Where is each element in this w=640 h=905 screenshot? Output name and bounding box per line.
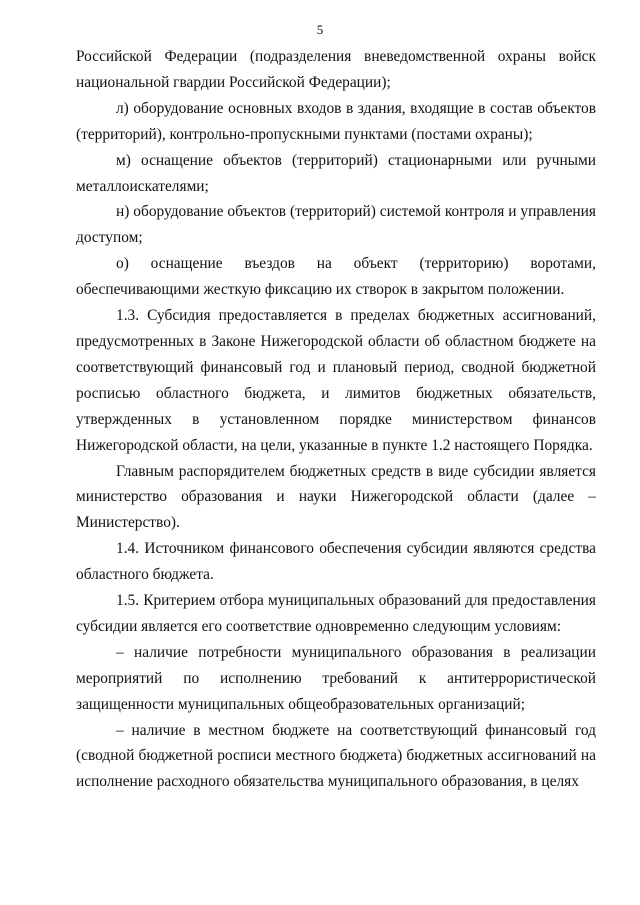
- paragraph-item-n: н) оборудование объектов (территорий) системой контроля и управления доступом;: [76, 203, 596, 247]
- paragraph-item-o: о) оснащение въездов на объект (территорию) воротами, обеспечивающими жесткую фиксацию их створок в закрытом положении.: [76, 255, 596, 299]
- paragraph-item-l: л) оборудование основных входов в здания, входящие в состав объектов (территорий), контрольно-пропускными пунктами (постами охраны);: [76, 99, 596, 143]
- paragraph-section-1-4: 1.4. Источником финансового обеспечения субсидии являются средства областного бюджета.: [76, 540, 596, 584]
- document-body: [76, 44, 596, 795]
- page-number: 5: [316, 22, 324, 37]
- paragraph-continuation: Российской Федерации (подразделения вневедомственной охраны войск национальной гвардии Российской Федерации);: [76, 48, 596, 91]
- paragraph-item-m: м) оснащение объектов (территорий) стационарными или ручными металлоискателями;: [76, 151, 596, 195]
- paragraph-criterion-budget: – наличие в местном бюджете на соответствующий финансовый год (сводной бюджетной росписи местного бюджета) бюджетных ассигнований на исполнение расходного обязательства муниципального образования, в целях: [76, 721, 596, 791]
- paragraph-criterion-need: – наличие потребности муниципального образования в реализации мероприятий по исполнению требований к антитеррористической защищенности муниципальных общеобразовательных организаций;: [76, 643, 596, 713]
- paragraph-main-administrator: Главным распорядителем бюджетных средств в виде субсидии является министерство образования и науки Нижегородской области (далее – Министерство).: [76, 462, 596, 532]
- paragraph-section-1-5: 1.5. Критерием отбора муниципальных образований для предоставления субсидии является его соответствие одновременно следующим условиям:: [76, 592, 596, 635]
- paragraph-section-1-3: 1.3. Субсидия предоставляется в пределах бюджетных ассигнований, предусмотренных в Законе Нижегородской области об областном бюджете на соответствующий финансовый год и плановый период, сводной бюджетной росписью областного бюджета, и лимитов бюджетных обязательств, утвержденных в установленном порядке министерством финансов Нижегородской области, на цели, указанные в пункте 1.2 настоящего Порядка.: [76, 307, 596, 454]
